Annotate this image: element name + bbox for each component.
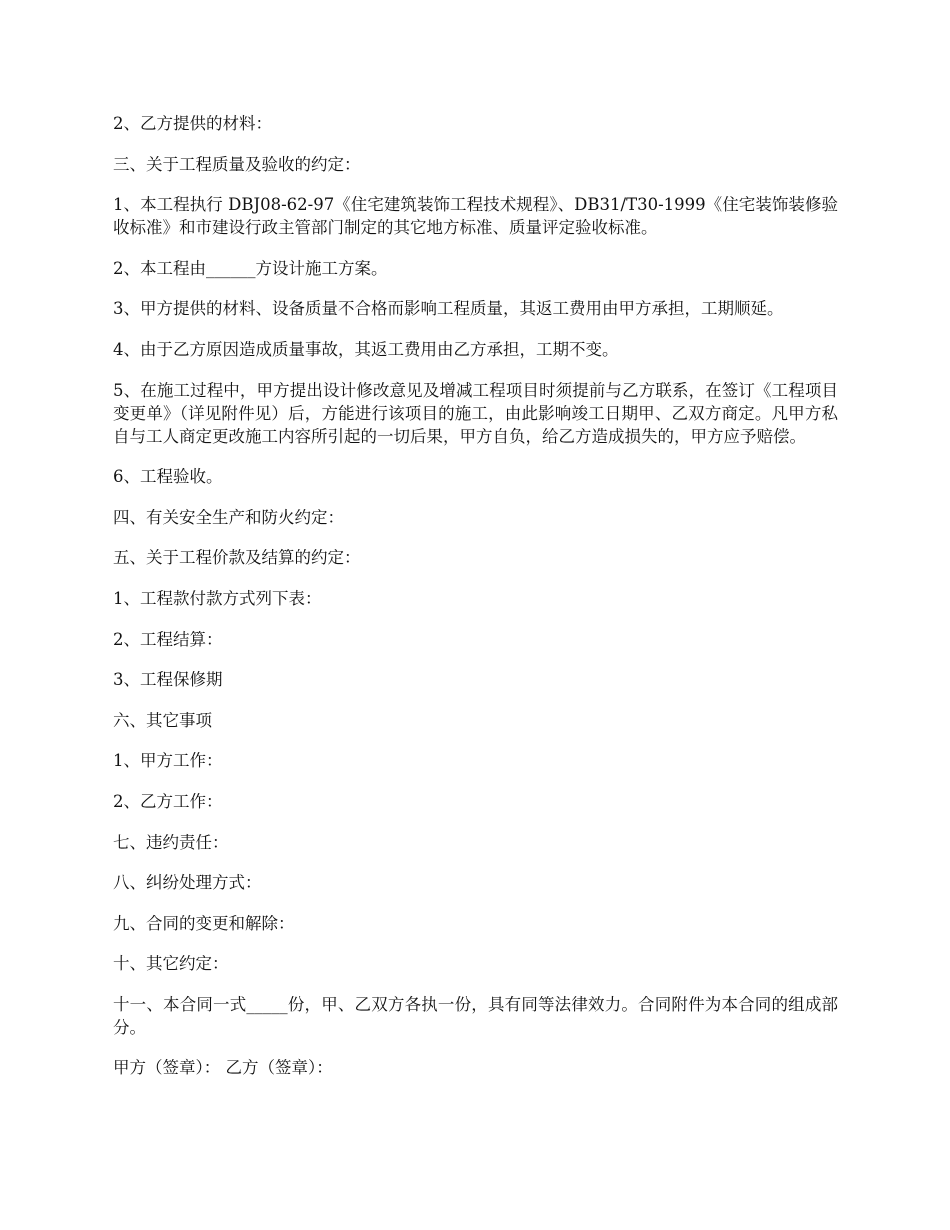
section-11-clause: 十一、本合同一式_____份，甲、乙双方各执一份，具有同等法律效力。合同附件为本合同的组成部分。	[113, 994, 838, 1037]
quality-clause-2: 2、本工程由______方设计施工方案。	[113, 258, 388, 278]
quality-clause-4: 4、由于乙方原因造成质量事故，其返工费用由乙方承担，工期不变。	[113, 339, 619, 359]
section-8-heading: 八、纠纷处理方式：	[113, 873, 262, 893]
item-2-materials: 2、乙方提供的材料：	[113, 114, 272, 133]
other-clause-2: 2、乙方工作：	[113, 791, 223, 811]
quality-clause-1: 1、本工程执行 DBJ08-62-97《住宅建筑装饰工程技术规程》、DB31/T30-1999《住宅装饰装修验收标准》和市建设行政主管部门制定的其它地方标准、质量评定验收标准。	[113, 195, 838, 238]
quality-clause-3: 3、甲方提供的材料、设备质量不合格而影响工程质量，其返工费用由甲方承担，工期顺延。	[113, 299, 784, 319]
quality-clause-6: 6、工程验收。	[113, 467, 223, 487]
quality-clause-5: 5、在施工过程中，甲方提出设计修改意见及增减工程项目时须提前与乙方联系，在签订《工程项目变更单》（详见附件见）后，方能进行该项目的施工，由此影响竣工日期甲、乙双方商定。凡甲方私自与工人商定更改施工内容所引起的一切后果，甲方自负，给乙方造成损失的，甲方应予赔偿。	[113, 380, 838, 446]
section-7-heading: 七、违约责任：	[113, 832, 229, 852]
payment-clause-3: 3、工程保修期	[113, 670, 223, 690]
payment-clause-1: 1、工程款付款方式列下表：	[113, 588, 322, 608]
section-3-heading: 三、关于工程质量及验收的约定：	[113, 154, 361, 174]
section-9-heading: 九、合同的变更和解除：	[113, 913, 295, 933]
section-10-heading: 十、其它约定：	[113, 954, 229, 974]
section-6-heading: 六、其它事项	[113, 710, 212, 730]
document-body	[113, 112, 838, 1097]
payment-clause-2: 2、工程结算：	[113, 629, 223, 649]
section-5-heading: 五、关于工程价款及结算的约定：	[113, 548, 361, 568]
section-4-heading: 四、有关安全生产和防火约定：	[113, 507, 344, 527]
signature-line: 甲方（签章）： 乙方（签章）：	[113, 1058, 333, 1078]
other-clause-1: 1、甲方工作：	[113, 751, 223, 771]
